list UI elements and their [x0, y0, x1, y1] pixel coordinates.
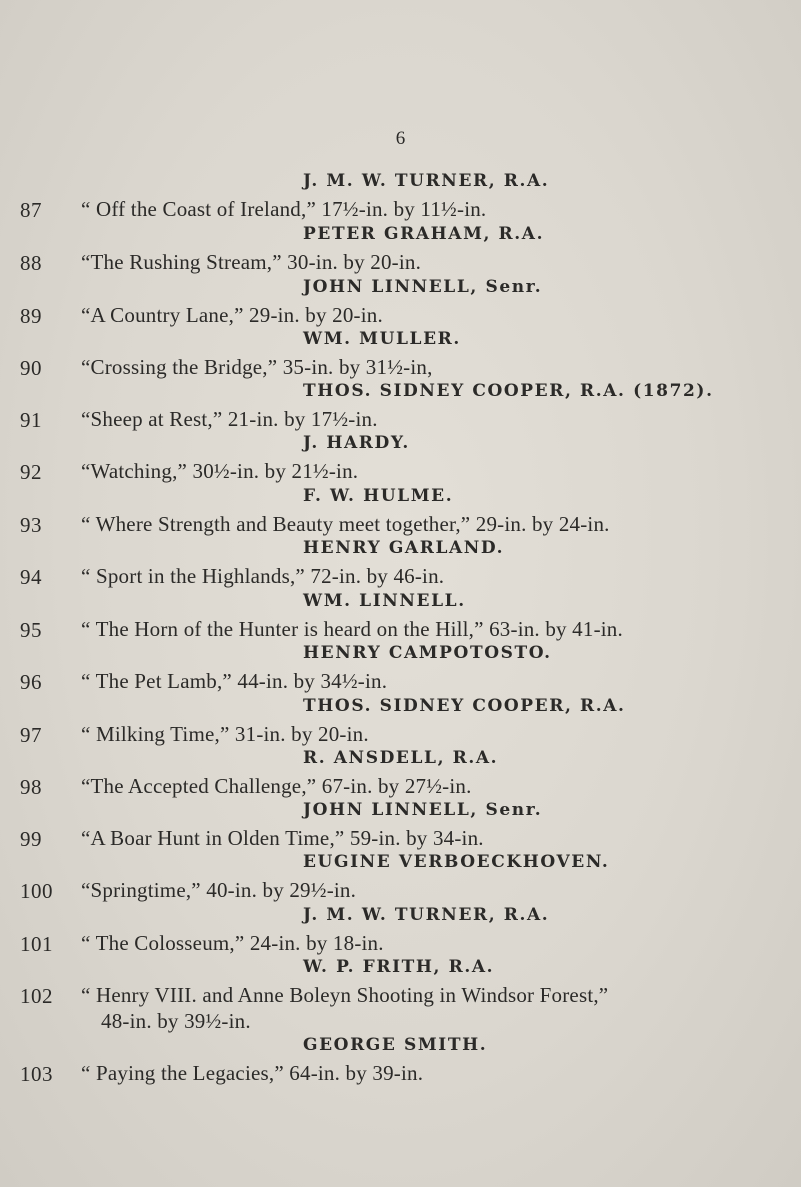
painting-title: “A Boar Hunt in Olden Time,” 59-in. by 34-in. [81, 826, 484, 850]
lot-number: 101 [20, 932, 53, 956]
lot-number: 87 [20, 198, 42, 222]
artist-name: WM. MULLER. [303, 329, 461, 349]
artist-name: EUGINE VERBOECKHOVEN. [303, 852, 610, 872]
artist-name: PETER GRAHAM, R.A. [303, 224, 545, 244]
lot-number: 96 [20, 670, 42, 694]
painting-title: “ Milking Time,” 31-in. by 20-in. [81, 722, 369, 746]
painting-title: “ Paying the Legacies,” 64-in. by 39-in. [81, 1061, 424, 1085]
lot-number: 99 [20, 827, 42, 851]
painting-title: “Sheep at Rest,” 21-in. by 17½-in. [81, 407, 378, 431]
lot-number: 95 [20, 618, 42, 642]
painting-title: “ Henry VIII. and Anne Boleyn Shooting in Windsor Forest,” [81, 983, 609, 1007]
lot-number: 94 [20, 565, 42, 589]
lot-number: 97 [20, 723, 42, 747]
lot-number: 88 [20, 251, 42, 275]
painting-title: “The Rushing Stream,” 30-in. by 20-in. [81, 250, 422, 274]
lot-number: 93 [20, 513, 42, 537]
artist-name: J. HARDY. [303, 433, 410, 453]
artist-name: F. W. HULME. [303, 486, 454, 506]
artist-name: WM. LINNELL. [303, 591, 466, 611]
artist-name: J. M. W. TURNER, R.A. [303, 905, 550, 925]
painting-title: “Crossing the Bridge,” 35-in. by 31½-in, [81, 355, 433, 379]
artist-name: HENRY CAMPOTOSTO. [303, 643, 552, 663]
lot-number: 91 [20, 408, 42, 432]
artist-name: THOS. SIDNEY COOPER, R.A. [303, 696, 626, 716]
artist-name: GEORGE SMITH. [303, 1035, 488, 1055]
painting-title: “The Accepted Challenge,” 67-in. by 27½-in. [81, 774, 472, 798]
artist-name: JOHN LINNELL, Senr. [303, 800, 543, 820]
painting-title: “ The Horn of the Hunter is heard on the Hill,” 63-in. by 41-in. [81, 617, 623, 641]
painting-title: “A Country Lane,” 29-in. by 20-in. [81, 303, 383, 327]
lot-number: 98 [20, 775, 42, 799]
artist-name: J. M. W. TURNER, R.A. [303, 171, 550, 191]
lot-number: 89 [20, 304, 42, 328]
painting-title: “ Sport in the Highlands,” 72-in. by 46-in. [81, 564, 445, 588]
lot-number: 102 [20, 984, 53, 1008]
painting-title-continued: 48-in. by 39½-in. [101, 1009, 251, 1033]
artist-name: JOHN LINNELL, Senr. [303, 277, 543, 297]
artist-name: HENRY GARLAND. [303, 538, 505, 558]
lot-number: 90 [20, 356, 42, 380]
artist-name: W. P. FRITH, R.A. [303, 957, 495, 977]
artist-name: R. ANSDELL, R.A. [303, 748, 499, 768]
lot-number: 92 [20, 460, 42, 484]
painting-title: “ Off the Coast of Ireland,” 17½-in. by 11½-in. [81, 197, 487, 221]
painting-title: “Watching,” 30½-in. by 21½-in. [81, 459, 359, 483]
painting-title: “Springtime,” 40-in. by 29½-in. [81, 878, 357, 902]
lot-number: 100 [20, 879, 53, 903]
artist-name: THOS. SIDNEY COOPER, R.A. (1872). [303, 381, 714, 401]
painting-title: “ Where Strength and Beauty meet together,” 29-in. by 24-in. [81, 512, 610, 536]
page-number: 6 [395, 128, 406, 149]
painting-title: “ The Pet Lamb,” 44-in. by 34½-in. [81, 669, 388, 693]
lot-number: 103 [20, 1062, 53, 1086]
painting-title: “ The Colosseum,” 24-in. by 18-in. [81, 931, 384, 955]
